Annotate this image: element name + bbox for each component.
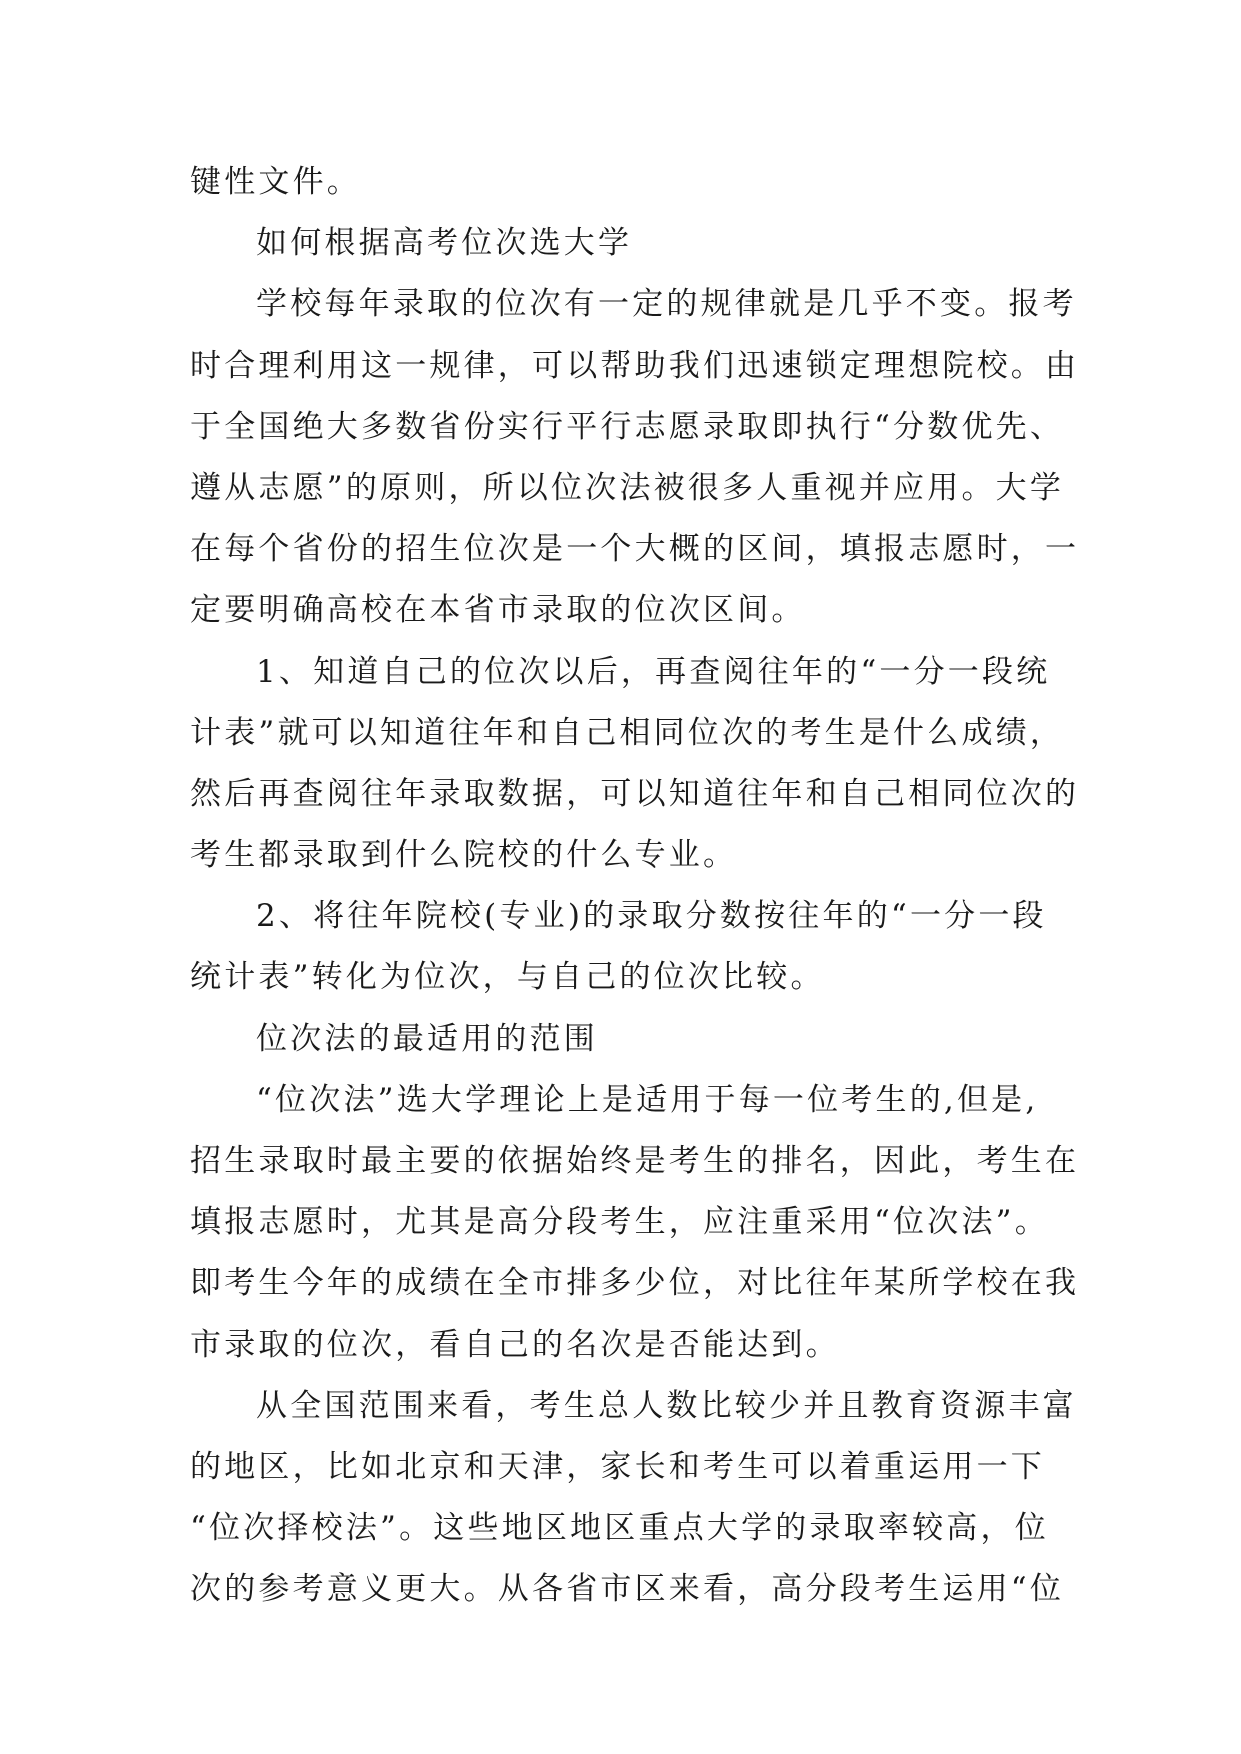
text-line: 招生录取时最主要的依据始终是考生的排名，因此，考生在 <box>190 1143 1080 1179</box>
text-line: 于全国绝大多数省份实行平行志愿录取即执行“分数优先、 <box>190 408 1065 445</box>
paragraph <box>190 1070 1080 1376</box>
document-body <box>190 152 1080 1621</box>
text-line: 即考生今年的成绩在全市排多少位，对比往年某所学校在我 <box>190 1265 1080 1302</box>
text-line: 如何根据高考位次选大学 <box>256 225 633 262</box>
text-line: 1、知道自己的位次以后，再查阅往年的“一分一段统 <box>256 653 1051 690</box>
paragraph <box>190 1376 1077 1621</box>
text-line: 统计表”转化为位次，与自己的位次比较。 <box>190 959 825 996</box>
text-line: 学校每年录取的位次有一定的规律就是几乎不变。报考 <box>256 286 1077 323</box>
text-line: 从全国范围来看，考生总人数比较少并且教育资源丰富 <box>256 1387 1077 1424</box>
text-line: 考生都录取到什么院校的什么专业。 <box>190 837 738 874</box>
text-line: 定要明确高校在本省市录取的位次区间。 <box>190 592 806 629</box>
text-line: 然后再查阅往年录取数据，可以知道往年和自己相同位次的 <box>190 775 1080 812</box>
text-line: 位次法的最适用的范围 <box>256 1020 598 1057</box>
paragraph <box>190 274 1080 641</box>
paragraph <box>190 642 1080 887</box>
text-line: 时合理利用这一规律，可以帮助我们迅速锁定理想院校。由 <box>190 347 1080 384</box>
text-line: 次的参考意义更大。从各省市区来看，高分段考生运用“位 <box>190 1571 1065 1608</box>
text-line: 市录取的位次，看自己的名次是否能达到。 <box>190 1326 840 1363</box>
text-line: 计表”就可以知道往年和自己相同位次的考生是什么成绩， <box>190 714 1065 751</box>
section-heading <box>190 213 1050 274</box>
text-line: “位次法”选大学理论上是适用于每一位考生的,但是, <box>256 1081 1039 1118</box>
text-line: 在每个省份的招生位次是一个大概的区间，填报志愿时，一 <box>190 531 1080 568</box>
text-line: 2、将往年院校(专业)的录取分数按往年的“一分一段 <box>256 898 1047 935</box>
text-line: 填报志愿时，尤其是高分段考生，应注重采用“位次法”。 <box>190 1204 1049 1241</box>
paragraph <box>190 152 1050 213</box>
text-line: 键性文件。 <box>190 164 361 200</box>
paragraph <box>190 886 1050 1008</box>
text-line: “位次择校法”。这些地区地区重点大学的录取率较高，位 <box>190 1510 1049 1547</box>
text-line: 遵从志愿”的原则，所以位次法被很多人重视并应用。大学 <box>190 469 1065 506</box>
section-heading <box>190 1009 1050 1070</box>
text-line: 的地区，比如北京和天津，家长和考生可以着重运用一下 <box>190 1448 1045 1485</box>
